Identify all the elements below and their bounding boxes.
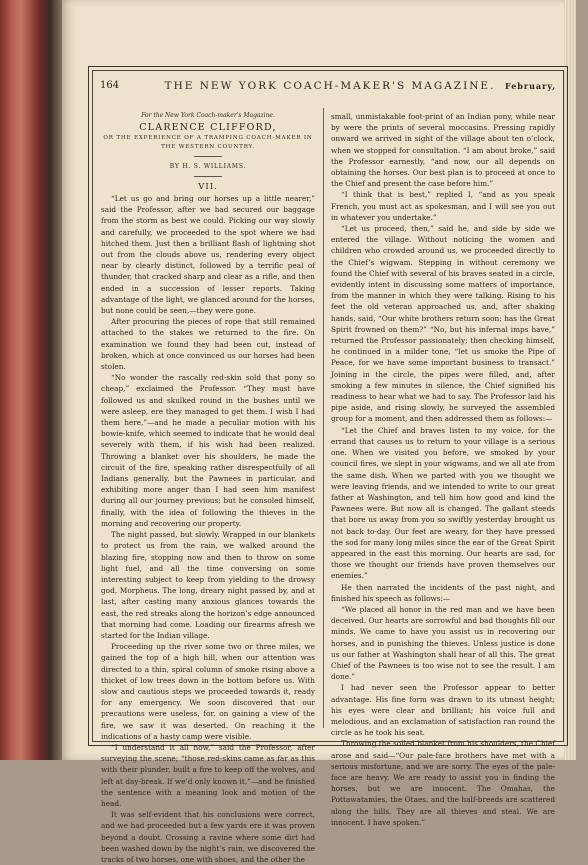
page-header [100, 80, 556, 98]
left-column [101, 111, 315, 864]
paragraph: The night passed, but slowly. Wrapped in our blankets to protect us from the rain, we walked around the blazing fire, stopping now and then to throw on some light fuel, and all the time conversing on some interesting subject to keep from yielding to the drowsy god, Morpheus. The long, dreary night passed by, and at last, after casting many anxious glances towards the east, the red streaks along the horizon’s edge announced that morning had come. Loading our firearms afresh we started for the Indian village. [101, 530, 315, 640]
byline: BY H. S. WILLIAMS. [169, 163, 247, 170]
paragraph: small, unmistakable foot-print of an Indian pony, while near by were the prints of several moccasins. Pressing rapidly onward we arrived in sight of the village about ten o’clock, when we stopped for consultation. “I am about broke,” said the Professor earnestly, “and now, our all depends on obtaining the horses. Our best plan is to proceed at once to the Chief and present the case before him.” [331, 112, 555, 189]
chapter-heading: VII. [198, 182, 218, 192]
paragraph: I had never seen the Professor appear to better advantage. His fine form was drawn to its utmost height; his eyes were clear and brilliant; his voice full and melodious, and an exclamation of satisfaction ran round the circle as he took his seat. [331, 683, 555, 738]
paragraph: “Let us go and bring our horses up a little nearer,” said the Professor, after we had secured our baggage from the storm as best we could. Picking our way slowly and carefully, we proceeded to the spot where we had hitched them. Just then a brilliant flash of lightning shot out from the clouds above us, rendering every object near by clearly distinct, followed by a terrific peal of thunder, that cracked sharp and clear as a rifle, and then ended in a succession of lesser reports. Taking advantage of the light, we glanced around for the horses, but none could be seen,—they were gone. [101, 194, 315, 316]
month-label: February, [504, 81, 556, 91]
paragraph: “Let us proceed, then,” said he, and side by side we entered the village. Without noticing the women and children who crowded around us, we proceeded directly to the Chief’s wigwam. Stepping in without ceremony we found the Chief with several of his braves seated in a circle, evidently intent in discussing some matters of importance, from the manner in which they were talking. Rising to his feet the old veteran approached us, and, after shaking hands, said, “Our white brothers return soon; has the Great Spirit frowned on them?” “No, but his infernal imps have,” returned the Professor passionately; then checking himself, he continued in a milder tone, “let us smoke the Pipe of Peace, for we have some important business to transact.” Joining in the circle, the pipes were filled, and, after smoking a few minutes in silence, the Chief signified his readiness to hear what we had to say. The Professor laid his pipe aside, and rising slowly, he surveyed the assembled group for a moment, and then addressed them as follows:— [331, 224, 555, 424]
source-note: For the New York Coach-maker's Magazine. [141, 112, 275, 119]
paragraph: He then narrated the incidents of the past night, and finished his speech as follows:— [331, 582, 555, 603]
column-divider [323, 108, 324, 728]
book-binding [0, 0, 64, 760]
paragraph: “We placed all honor in the red man and we have been deceived. Our hearts are sorrowful and bad thoughts fill our minds. We came to have you assist us in recovering our horses, and in punishing the thieves. Unless justice is done us our father at Washington shall hear of all this. The great Chief of the Pawnees is too wise not to see the result. I am done.” [331, 604, 555, 682]
story-title: CLARENCE CLIFFORD, [139, 122, 277, 133]
paragraph: “No wonder the rascally red-skin sold that pony so cheap,” exclaimed the Professor. “They must have followed us and skulked round in the bushes until we were asleep, ere they managed to get them. I wish I had them here,”—and he made a peculiar motion with his bowie-knife, which seemed to indicate that he would deal severely with them, if his wish had been realized. Throwing a blanket over his shoulders, he made the circuit of the fire, speaking rather disrespectfully of all Indians generally, but the Pawnees in particular, and exhibiting more anger than I had seen him manifest during all our journey previous; but he consoled himself, finally, with the idea of following the thieves in the morning and recovering our property. [101, 373, 315, 528]
page-number: 164 [100, 80, 120, 91]
story-subtitle: OR THE EXPERIENCE OF A TRAMPING COACH-MAKER IN THE WESTERN COUNTRY. [103, 135, 313, 150]
running-title: THE NEW YORK COACH-MAKER'S MAGAZINE. [164, 80, 496, 92]
byline-rule [194, 176, 222, 177]
paragraph: Proceeding up the river some two or three miles, we gained the top of a high hill, when our attention was directed to a thin, spiral column of smoke rising above a thicket of low trees down in the bottom before us. With slow and cautious steps we proceeded towards it, ready for any emergency. We soon discovered that our precautions were useless, for, on gaining a view of the fire, we saw it was deserted. On reaching it the indications of a hasty camp were visible. [101, 642, 315, 741]
title-rule [194, 156, 222, 157]
right-column [331, 111, 555, 827]
paragraph: Throwing the soiled blanket from his shoulders, the Chief arose and said—“Our pale-face brothers have met with a serious misfortune, and we are sorry. The eyes of the pale-face are heavy. We are ready to assist you in finding the horses, but we are innocent. The Omahas, the Pottawatamies, the Otaes, and the half-breeds are scattered along the hills. They are all thieves and steal. We are innocent. I have spoken.” [331, 739, 555, 827]
paragraph: “Let the Chief and braves listen to my voice, for the errand that causes us to return to your village is a serious one. When we visited you before, we smoked by your council fires, we slept in your wigwams, and we all ate from the same dish. When we parted with you we thought we were leaving friends, and we intended to write to our great father at Washington, and tell him how good and kind the Pawnees were. But now all is changed. The gallant steeds that bore us away from you so swiftly yesterday brought us not back to-day. Our feet are weary, for they have pressed the sod for many long miles since the ear of the Great Spirit appeared in the east this morning. Our hearts are sad, for those we thought our friends have proven themselves our enemies.” [331, 425, 555, 581]
paragraph: It was self-evident that his conclusions were correct, and we had proceeded but a few yards ere it was proven beyond a doubt. Crossing a ravine where some dirt had been washed down by the night’s rain, we discovered the tracks of two horses, one with shoes, and the other the [101, 810, 315, 864]
paragraph: After procuring the pieces of rope that still remained attached to the stakes we returned to the fire. On examination we found they had been cut, instead of broken, which at once convinced us our horses had been stolen. [101, 317, 315, 372]
paragraph: “I think that is best,” replied I, “and as you speak French, you must act as spokesman, and I will see you out in whatever you undertake.” [331, 190, 555, 222]
paragraph: “I understand it all now,” said the Professor, after surveying the scene; “those red-skins came as far as this with their plunder, built a fire to keep off the wolves, and left at day-break. If we’d only known it,”—and he finished the sentence with a meaning look and motion of the head. [101, 742, 315, 808]
